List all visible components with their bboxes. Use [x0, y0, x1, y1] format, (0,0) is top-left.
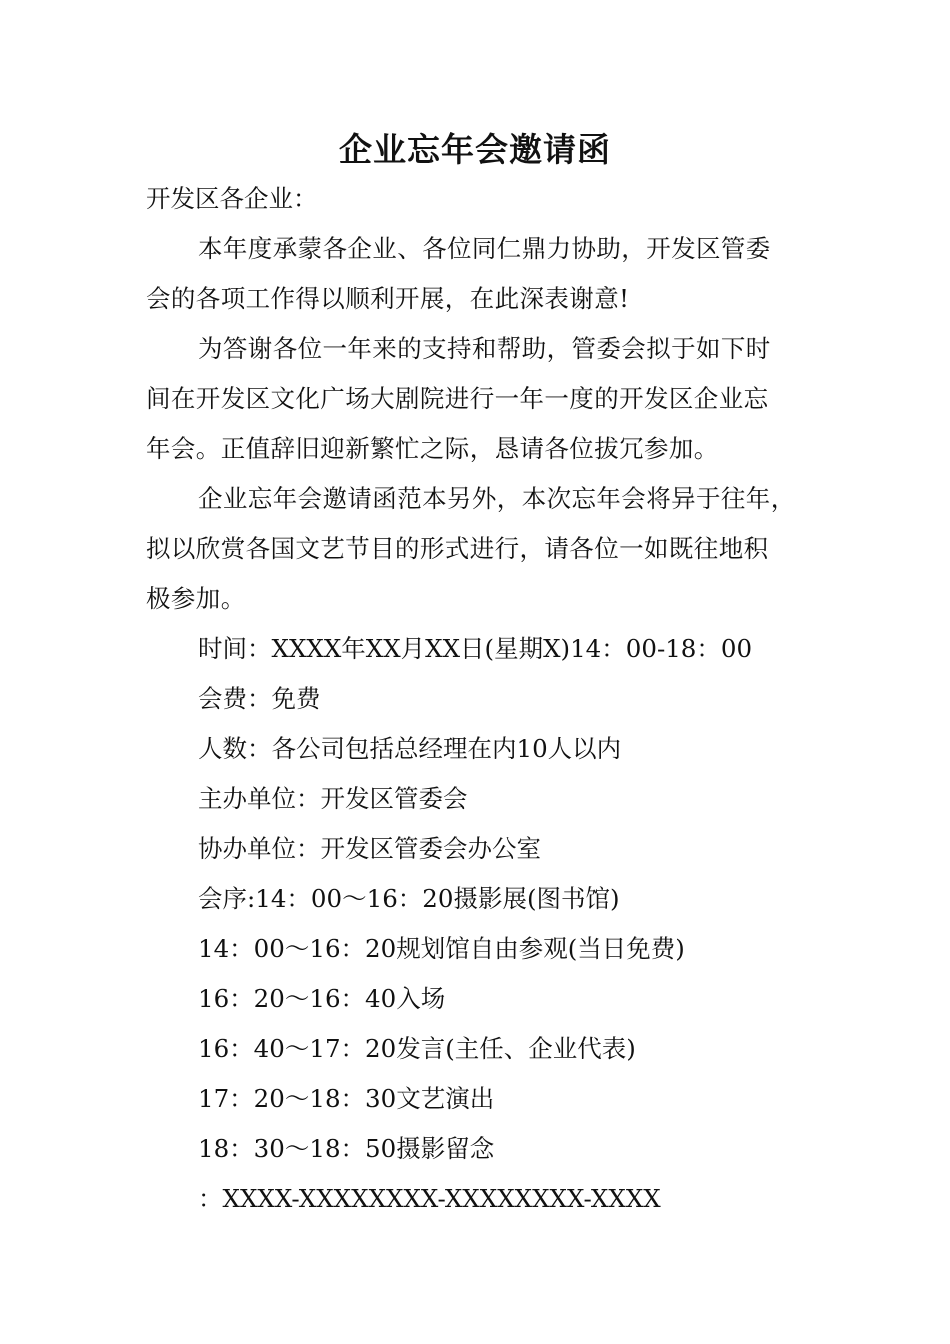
paragraph-line: 企业忘年会邀请函范本另外，本次忘年会将异于往年， — [198, 484, 796, 513]
detail-fee: 会费：免费 — [198, 684, 321, 713]
detail-time: 时间：XXXX年XX月XX日(星期X)14：00-18：00 — [198, 634, 753, 663]
schedule-item: 会序:14：00～16：20摄影展(图书馆) — [198, 884, 620, 913]
document-title: 企业忘年会邀请函 — [339, 130, 611, 169]
schedule-item: 18：30～18：50摄影留念 — [198, 1134, 495, 1163]
paragraph-line: 极参加。 — [146, 584, 246, 613]
paragraph-program — [146, 474, 830, 624]
schedule-item: 14：00～16：20规划馆自由参观(当日免费) — [198, 934, 685, 963]
schedule-item: 17：20～18：30文艺演出 — [198, 1084, 495, 1113]
paragraph-line: 拟以欣赏各国文艺节目的形式进行，请各位一如既往地积 — [146, 534, 769, 563]
detail-co-organizer: 协办单位：开发区管委会办公室 — [198, 834, 541, 863]
paragraph-line: 本年度承蒙各企业、各位同仁鼎力协助，开发区管委 — [198, 234, 771, 263]
paragraph-thanks — [146, 224, 830, 324]
paragraph-line: 会的各项工作得以顺利开展，在此深表谢意! — [146, 284, 630, 313]
paragraph-line: 为答谢各位一年来的支持和帮助，管委会拟于如下时 — [198, 334, 771, 363]
paragraph-line: 年会。正值辞旧迎新繁忙之际，恳请各位拔冗参加。 — [146, 434, 719, 463]
document-body — [146, 174, 830, 1224]
schedule-item: 16：20～16：40入场 — [198, 984, 446, 1013]
paragraph-invitation — [146, 324, 830, 474]
detail-attendees: 人数：各公司包括总经理在内10人以内 — [198, 734, 622, 763]
paragraph-line: 间在开发区文化广场大剧院进行一年一度的开发区企业忘 — [146, 384, 769, 413]
schedule-item: 16：40～17：20发言(主任、企业代表) — [198, 1034, 636, 1063]
detail-organizer: 主办单位：开发区管委会 — [198, 784, 468, 813]
greeting: 开发区各企业： — [146, 184, 318, 213]
contact-number: ：XXXX-XXXXXXXX-XXXXXXXX-XXXX — [198, 1184, 661, 1213]
event-details — [146, 624, 830, 1224]
